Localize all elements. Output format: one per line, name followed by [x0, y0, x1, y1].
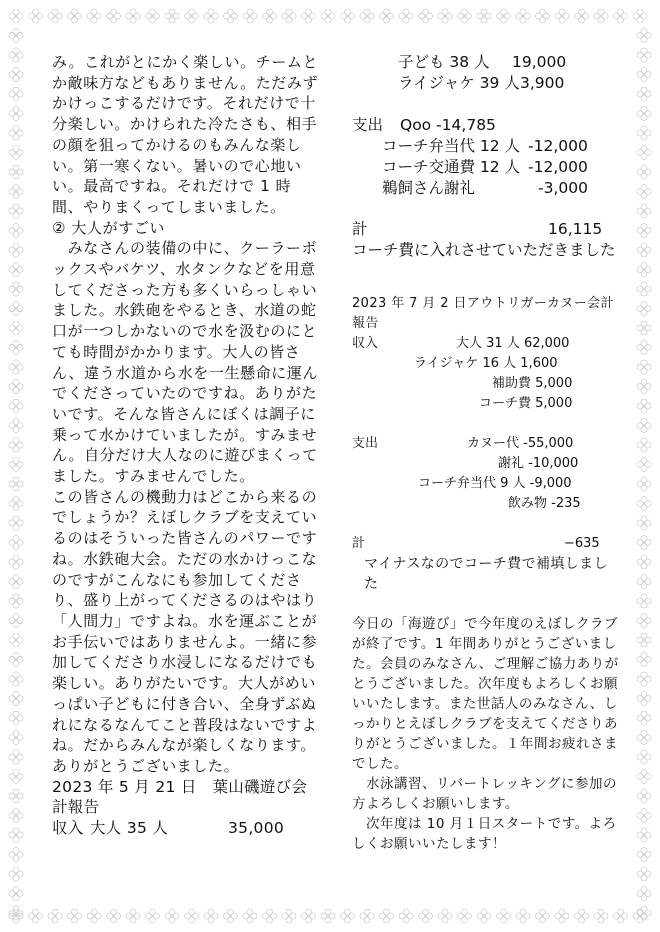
border-ornament	[9, 185, 23, 199]
border-ornament	[9, 321, 23, 335]
border-ornament	[594, 909, 608, 923]
border-ornament	[224, 9, 238, 23]
border-ornament	[243, 909, 257, 923]
border-ornament	[68, 9, 82, 23]
expense-amount: -3,000	[538, 179, 588, 197]
border-ornament	[637, 497, 651, 511]
total2-label: 計	[352, 536, 366, 551]
total-label: 計	[352, 220, 368, 238]
border-ornament	[185, 9, 199, 23]
border-ornament	[9, 204, 23, 218]
border-ornament	[9, 477, 23, 491]
border-ornament	[9, 750, 23, 764]
border-ornament	[9, 302, 23, 316]
border-ornament	[107, 909, 121, 923]
border-ornament	[477, 9, 491, 23]
border-ornament	[9, 9, 23, 23]
border-ornament	[9, 906, 23, 920]
total2-row	[352, 534, 622, 554]
border-ornament	[9, 243, 23, 257]
border-ornament	[243, 9, 257, 23]
income-item: 大人 35 人	[90, 819, 169, 838]
border-ornament	[637, 282, 651, 296]
expense2-row	[352, 474, 622, 494]
closing-paragraph: 今日の「海遊び」で今年度のえぼしクラブが終了です。1 年間ありがとうございました。会員のみなさん、ご理解ご協力ありがとうございました。次年度もよろしくお願いいたします。また世話人のみなさん、しっかりとえぼしクラブを支えてくださりありがとうございました。１年間お疲れさまでした。	[352, 616, 619, 772]
border-ornament	[146, 9, 160, 23]
border-ornament	[9, 458, 23, 472]
right-column	[352, 52, 622, 854]
border-ornament	[9, 438, 23, 452]
border-ornament	[204, 909, 218, 923]
paragraph-mobility: この皆さんの機動力はどこから来るのでしょうか？えぼしクラブを支えているのはそういった皆さんのパワーですね。水鉄砲大会。ただの水かけっこなのですがこんなにも参加してくださり、盛り上がってくださるのはやはり「人間力」ですよね。水を運ぶことがお手伝いではありませんよ。一緒に参加してくださり水浸しになるだけでも楽しい。ありがたいです。大人がめいっぱい子どもに付き合い、全身ずぶぬれになるなんてこと普段はないですよね。だからみんなが楽しくなります。ありがとうございました。	[52, 487, 318, 775]
border-ornament	[9, 575, 23, 589]
border-ornament	[637, 809, 651, 823]
expense-item: 鵜飼さん謝礼	[382, 179, 476, 197]
expense2-item: 謝礼 -10,000	[498, 456, 579, 471]
border-ornament	[637, 770, 651, 784]
border-ornament	[637, 672, 651, 686]
border-ornament	[9, 672, 23, 686]
border-ornament	[637, 906, 651, 920]
border-ornament	[555, 9, 569, 23]
closing-request: 水泳講習、リバートレッキングに参加の方よろしくお願いします。	[352, 776, 618, 812]
border-ornament	[637, 692, 651, 706]
total-row	[352, 219, 622, 240]
border-ornament	[637, 185, 651, 199]
income2-row	[352, 394, 622, 414]
border-ornament	[87, 909, 101, 923]
border-ornament	[637, 789, 651, 803]
border-ornament	[9, 146, 23, 160]
border-ornament	[399, 909, 413, 923]
border-ornament	[9, 516, 23, 530]
income-cont-item: 子ども 38 人	[398, 53, 490, 71]
border-ornament	[637, 633, 651, 647]
income-cont-row	[352, 73, 622, 94]
income-amount: 35,000	[228, 819, 285, 838]
border-ornament	[9, 731, 23, 745]
border-ornament	[9, 360, 23, 374]
border-ornament	[637, 731, 651, 745]
border-ornament	[637, 68, 651, 82]
income2-row	[352, 354, 622, 374]
border-ornament	[9, 419, 23, 433]
income2-row	[352, 334, 622, 354]
income-cont-amount: 19,000	[512, 53, 567, 71]
expense2-row	[352, 454, 622, 474]
border-ornament	[9, 711, 23, 725]
expense-row	[352, 157, 622, 178]
border-ornament	[9, 399, 23, 413]
border-ornament	[9, 789, 23, 803]
income-cont-row	[352, 52, 622, 73]
total2-note: マイナスなのでコーチ費で補填しました	[364, 556, 608, 592]
expense-item: コーチ交通費 12 人	[382, 158, 521, 176]
border-ornament	[9, 48, 23, 62]
report-title-canoe: 2023 年 7 月 2 日アウトリガーカヌー会計報告	[352, 296, 614, 331]
expense2-item: カヌー代 -55,000	[467, 436, 574, 451]
border-ornament	[282, 9, 296, 23]
border-ornament	[9, 692, 23, 706]
border-ornament	[9, 29, 23, 43]
expense-label: 支出	[352, 116, 384, 134]
border-ornament	[575, 909, 589, 923]
expense2-item: コーチ弁当代 9 人 -9,000	[418, 476, 572, 491]
expense2-label: 支出	[352, 436, 379, 451]
border-ornament	[637, 438, 651, 452]
border-ornament	[9, 653, 23, 667]
border-ornament	[107, 9, 121, 23]
border-ornament	[637, 536, 651, 550]
border-ornament	[185, 909, 199, 923]
border-ornament	[302, 9, 316, 23]
border-ornament	[9, 909, 23, 923]
income-label: 収入	[52, 819, 84, 838]
border-ornament	[637, 321, 651, 335]
border-ornament	[399, 9, 413, 23]
border-ornament	[637, 224, 651, 238]
border-ornament	[9, 848, 23, 862]
border-ornament	[9, 555, 23, 569]
border-ornament	[9, 594, 23, 608]
border-ornament	[637, 614, 651, 628]
border-ornament	[438, 9, 452, 23]
border-ornament	[48, 9, 62, 23]
border-ornament	[9, 263, 23, 277]
border-ornament	[263, 9, 277, 23]
border-ornament	[633, 909, 647, 923]
left-column	[52, 52, 322, 839]
border-ornament	[497, 909, 511, 923]
border-ornament	[68, 909, 82, 923]
border-ornament	[614, 909, 628, 923]
border-ornament	[9, 809, 23, 823]
border-ornament	[637, 146, 651, 160]
border-ornament	[637, 653, 651, 667]
border-ornament	[419, 909, 433, 923]
total-note: コーチ費に入れさせていただきました	[352, 241, 616, 259]
border-ornament	[633, 9, 647, 23]
border-ornament	[637, 594, 651, 608]
border-ornament	[637, 302, 651, 316]
section-heading-adults: ② 大人がすごい	[52, 218, 166, 237]
border-ornament	[360, 9, 374, 23]
paragraph-water-play: み。これがとにかく楽しい。チームとか敵味方などもありません。ただみずかけっこするだけです。それだけで十分楽しい。かけられた冷たさも、相手の顔を狙ってかけるのもみんな楽しい。第一寒くない。暑いので心地いい。最高ですね。それだけで 1 時間、やりまくってしまいました。	[52, 53, 319, 216]
border-ornament	[614, 9, 628, 23]
expense-first: Qoo -14,785	[400, 116, 496, 134]
border-ornament	[263, 909, 277, 923]
border-ornament	[9, 126, 23, 140]
border-ornament	[9, 614, 23, 628]
border-ornament	[637, 848, 651, 862]
border-ornament	[9, 107, 23, 121]
border-ornament	[637, 360, 651, 374]
border-ornament	[9, 536, 23, 550]
border-ornament	[126, 909, 140, 923]
border-ornament	[360, 909, 374, 923]
border-ornament	[48, 909, 62, 923]
border-ornament	[637, 750, 651, 764]
income-cont-item: ライジャケ 39 人	[398, 74, 520, 92]
total-value: 16,115	[548, 220, 603, 238]
border-ornament	[165, 909, 179, 923]
border-ornament	[380, 909, 394, 923]
income2-row	[352, 374, 622, 394]
border-ornament	[637, 29, 651, 43]
border-ornament	[438, 909, 452, 923]
border-ornament	[637, 165, 651, 179]
border-ornament	[380, 9, 394, 23]
border-ornament	[637, 458, 651, 472]
expense2-item: 飲み物 -235	[508, 496, 581, 511]
border-ornament	[9, 497, 23, 511]
border-ornament	[146, 909, 160, 923]
border-ornament	[9, 165, 23, 179]
border-ornament	[637, 48, 651, 62]
border-ornament	[637, 711, 651, 725]
border-ornament	[302, 909, 316, 923]
border-ornament	[29, 9, 43, 23]
border-ornament	[516, 909, 530, 923]
border-ornament	[637, 887, 651, 901]
border-ornament	[126, 9, 140, 23]
income2-label: 収入	[352, 336, 379, 351]
border-ornament	[9, 867, 23, 881]
border-ornament	[477, 909, 491, 923]
border-ornament	[594, 9, 608, 23]
border-ornament	[536, 9, 550, 23]
border-ornament	[637, 263, 651, 277]
border-ornament	[458, 909, 472, 923]
border-ornament	[637, 107, 651, 121]
border-ornament	[637, 204, 651, 218]
border-ornament	[637, 126, 651, 140]
border-ornament	[637, 399, 651, 413]
border-ornament	[9, 380, 23, 394]
expense-row	[352, 136, 622, 157]
border-ornament	[9, 282, 23, 296]
border-ornament	[637, 867, 651, 881]
border-ornament	[321, 9, 335, 23]
income-cont-amount: 3,900	[520, 74, 565, 92]
expense-amount: -12,000	[528, 137, 588, 155]
border-ornament	[9, 770, 23, 784]
income2-item: 大人 31 人 62,000	[456, 336, 570, 351]
expense2-row	[352, 434, 622, 454]
income2-item: 補助費 5,000	[492, 376, 573, 391]
income-row	[52, 818, 322, 839]
border-ornament	[87, 9, 101, 23]
border-ornament	[9, 887, 23, 901]
border-ornament	[637, 87, 651, 101]
border-ornament	[282, 909, 296, 923]
paragraph-equipment: みなさんの装備の中に、クーラーボックスやバケツ、水タンクなどを用意してくださった方も多くいらっしゃいました。水鉄砲をやるとき、水道の蛇口が一つしかないので水を汲むのにとても時間がかかります。大人の皆さん、違う水道から水を一生懸命に運んでくださっていたのですね。ありがたいです。そんな皆さんにぼくは調子に乗って水かけていましたが。すみません。自分だけ大人なのに遊びまくってました。すみませんでした。	[52, 239, 319, 486]
border-ornament	[637, 575, 651, 589]
border-ornament	[458, 9, 472, 23]
expense2-row	[352, 494, 622, 514]
border-ornament	[9, 341, 23, 355]
border-ornament	[637, 380, 651, 394]
border-ornament	[516, 9, 530, 23]
border-ornament	[637, 828, 651, 842]
total2-value: −635	[564, 536, 600, 551]
border-ornament	[29, 909, 43, 923]
border-ornament	[9, 224, 23, 238]
border-ornament	[341, 909, 355, 923]
border-ornament	[224, 909, 238, 923]
border-ornament	[165, 9, 179, 23]
expense-row	[352, 115, 622, 136]
border-ornament	[9, 633, 23, 647]
income2-item: コーチ費 5,000	[479, 396, 573, 411]
expense-row	[352, 178, 622, 199]
closing-next-year: 次年度は 10 月１日スタートです。よろしくお願いいたします！	[352, 816, 617, 852]
border-ornament	[419, 9, 433, 23]
border-ornament	[9, 68, 23, 82]
border-ornament	[341, 9, 355, 23]
border-ornament	[555, 909, 569, 923]
border-ornament	[637, 555, 651, 569]
report-title-hayama: 2023 年 5 月 21 日 葉山磯遊び会計報告	[52, 777, 308, 817]
border-ornament	[637, 477, 651, 491]
border-ornament	[536, 909, 550, 923]
border-ornament	[637, 341, 651, 355]
border-ornament	[9, 87, 23, 101]
border-ornament	[637, 243, 651, 257]
border-ornament	[9, 828, 23, 842]
border-ornament	[497, 9, 511, 23]
border-ornament	[637, 419, 651, 433]
expense-item: コーチ弁当代 12 人	[382, 137, 521, 155]
border-ornament	[637, 516, 651, 530]
border-ornament	[575, 9, 589, 23]
border-ornament	[321, 909, 335, 923]
expense-amount: -12,000	[528, 158, 588, 176]
income2-item: ライジャケ 16 人 1,600	[414, 356, 558, 371]
border-ornament	[204, 9, 218, 23]
